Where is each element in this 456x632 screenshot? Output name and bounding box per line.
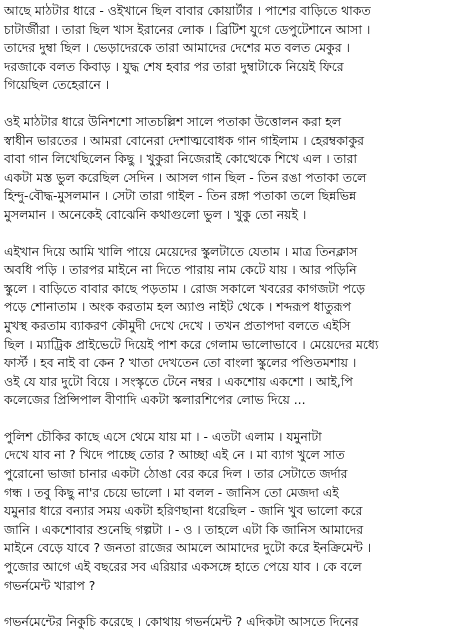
text-line: মুসলমান । অনেকেই বোঝেনি কথাগুলো ভুল । খুকু তো নয়ই । <box>4 206 307 222</box>
text-line: গিয়েছিল তেহেরানে । <box>4 77 110 93</box>
text-line: গন্ধ । তবু কিছু না'র চেয়ে ভালো । মা বলল - জানিস তো মেজদা এই <box>4 484 339 500</box>
text-line: মুখস্থ করতাম ব্যাকরণ কৌমুদী দেখে দেখে । তখন প্রতাপদা বলতে এইসি <box>4 317 351 333</box>
text-line: মাইনে বেড়ে যাবে ? জনতা রাজের আমলে আমাদের দুটো করে ইনক্রিমেন্ট । <box>4 540 372 556</box>
text-line: ছিল । ম্যাট্রিক প্রাইভেটে দিয়েই পাশ করে গেলাম ভালোভাবে । মেয়েদের মধ্যে <box>4 336 379 352</box>
text-line: ফার্স্ট । হব নাই বা কেন ? খাতা দেখতেন তো বাংলা স্কুলের পণ্ডিতমশায় । <box>4 355 357 371</box>
text-line: পুরোনো ভাজা চানার একটা ঠোঙা বের করে দিল । তার সেটাতে জর্দার <box>4 466 348 482</box>
text-line: যমুনার ধারে বন্যার সময় একটা হরিণছানা ধরেছিল - জানি খুব ভালো করে <box>4 503 363 519</box>
text-line: পড়ে শোনাতাম । অংক করতাম হল অ্যাণ্ড নাইট থেকে । শব্দরূপ ধাতুরূপ <box>4 299 351 315</box>
text-line: একটা মস্ত ভুল করেছিল সেদিন । আসল গান ছিল - তিন রঙা পতাকা তলে <box>4 169 367 185</box>
text-line: তাদের দুম্বা ছিল । ভেড়াদেরকে তারা আমাদের দেশের মত বলত মেকুর । <box>4 40 350 56</box>
text-line: পুলিশ চৌকির কাছে এসে থেমে যায় মা । - এতটা এলাম । যমুনাটা <box>4 428 322 444</box>
text-line: এইখান দিয়ে আমি খালি পায়ে মেয়েদের স্কুলটাতে যেতাম । মাত্র তিনক্লাস <box>4 243 358 259</box>
text-line: গভর্নমেন্ট খারাপ ? <box>4 577 96 593</box>
text-line: কলেজের প্রিন্সিপাল বীণাদি একটা স্কলারশিপের লোভ দিয়ে ... <box>4 392 306 408</box>
text-line: আছে মাঠটার ধারে - ওইখানে ছিল বাবার কোয়ার্টার । পাশের বাড়িতে থাকত <box>4 3 371 18</box>
text-line: ওই মাঠটার ধারে উনিশশো সাতচল্লিশ সালে পতাকা উত্তোলন করা হল <box>4 113 341 129</box>
text-line: গভর্নমেন্টের নিকুচি করেছে । কোথায় গভর্নমেন্ট ? এদিকটা আসতে দিনের <box>4 614 359 630</box>
text-line: অবধি পড়ি । তারপর মাইনে না দিতে পারায় নাম কেটে যায় । আর পড়িনি <box>4 262 357 278</box>
text-line: দেখে যাব না ? খিদে পাচ্ছে তোর ? আচ্ছা এই নে । মা ব্যাগ খুলে সাত <box>4 447 345 463</box>
text-line: স্কুলে । বাড়িতে বাবার কাছে পড়তাম । রোজ সকালে খবরের কাগজটা পড়ে <box>4 280 365 296</box>
text-line: জানি । একশোবার শুনেছি গল্পটা । - ও । তাহলে এটা কি জানিস আমাদের <box>4 521 364 537</box>
paragraph-2 <box>4 113 450 225</box>
paragraph-5 <box>4 613 450 632</box>
paragraph-4 <box>4 428 450 595</box>
text-line: দরজাকে বলত কিবাড় । যুদ্ধ শেষ হবার পর তারা দুম্বাটাকে নিয়েই ফিরে <box>4 58 344 74</box>
text-line: ওই যে যার দুটো বিয়ে । সংস্কৃতে টেনে নম্বর । একশোয় একশো । আই,পি <box>4 373 353 389</box>
text-line: হিন্দু-বৌদ্ধ-মুসলমান । সেটা তারা গাইল - তিন রঙ্গা পতাকা তলে ছিন্নভিন্ন <box>4 188 357 204</box>
text-line: বাবা গান লিখেছিলেন কিছু । খুকুরা নিজেরাই কোত্থেকে শিখে এল । তারা <box>4 151 357 167</box>
text-line: পুজোর আগে এই বছরের সব এরিয়ার একসঙ্গে হাতে পেয়ে যাব । কে বলে <box>4 559 362 575</box>
text-line: চাটার্জীরা । তারা ছিল খাস ইরানের লোক । ব্রিটিশ যুগে ডেপুটেশানে আসা । <box>4 21 371 37</box>
paragraph-1 <box>4 2 450 95</box>
text-line: স্বাধীন ভারতের । আমরা বোনেরা দেশাত্মবোধক গান গাইলাম । হেরম্বকাকুর <box>4 132 364 148</box>
paragraph-3 <box>4 243 450 410</box>
